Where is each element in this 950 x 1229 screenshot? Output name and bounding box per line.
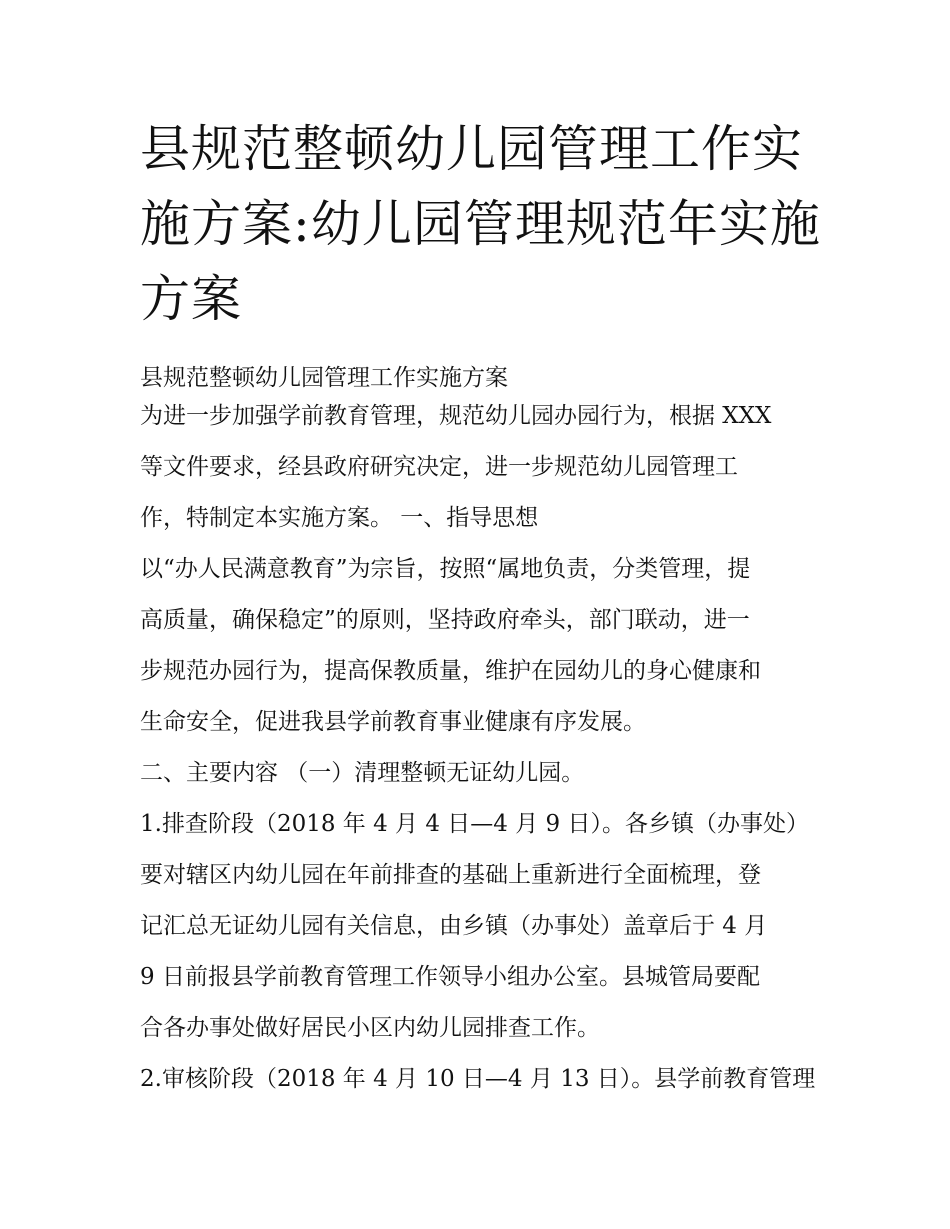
body-line: 9 日前报县学前教育管理工作领导小组办公室。县城管局要配 xyxy=(140,964,760,990)
body-line: 合各办事处做好居民小区内幼儿园排查工作。 xyxy=(140,1015,600,1041)
body-line: 要对辖区内幼儿园在年前排查的基础上重新进行全面梳理，登 xyxy=(140,862,761,888)
body-line: 为进一步加强学前教育管理，规范幼儿园办园行为，根据 XXX xyxy=(140,403,772,429)
body-line: 等文件要求，经县政府研究决定，进一步规范幼儿园管理工 xyxy=(140,454,738,480)
body-line: 作，特制定本实施方案。 一、指导思想 xyxy=(140,505,539,531)
body-line: 以“办人民满意教育”为宗旨，按照“属地负责，分类管理，提 xyxy=(140,556,751,582)
body-line: 生命安全，促进我县学前教育事业健康有序发展。 xyxy=(140,709,646,735)
body-line: 记汇总无证幼儿园有关信息，由乡镇（办事处）盖章后于 4 月 xyxy=(140,913,768,939)
body-line: 步规范办园行为，提高保教质量，维护在园幼儿的身心健康和 xyxy=(140,658,761,684)
title-line: 县规范整顿幼儿园管理工作实 xyxy=(140,120,803,178)
document-body xyxy=(140,358,830,1110)
subtitle-line: 县规范整顿幼儿园管理工作实施方案 xyxy=(140,365,508,391)
title-line: 方案 xyxy=(140,270,242,328)
document-title xyxy=(140,112,820,337)
body-line: 1.排查阶段（2018 年 4 月 4 日—4 月 9 日）。各乡镇（办事处） xyxy=(140,811,809,837)
title-line: 施方案:幼儿园管理规范年实施 xyxy=(140,195,821,253)
body-line: 高质量，确保稳定”的原则，坚持政府牵头，部门联动，进一 xyxy=(140,607,750,633)
body-line: 2.审核阶段（2018 年 4 月 10 日—4 月 13 日）。县学前教育管理 xyxy=(140,1066,816,1092)
body-line: 二、主要内容 （一）清理整顿无证幼儿园。 xyxy=(140,760,585,786)
